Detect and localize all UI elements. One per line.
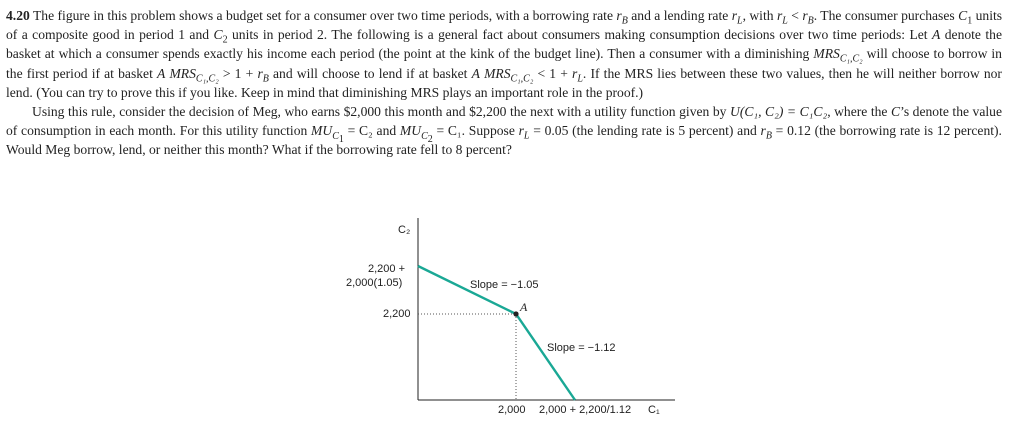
y-tick-label-2200: 2,200	[383, 308, 411, 320]
y-axis-label: C₂	[398, 224, 411, 236]
x-tick-label-2000: 2,000	[498, 404, 526, 416]
x-tick-label-intercept: 2,000 + 2,200/1.12	[539, 404, 632, 416]
point-a-label: A	[520, 300, 528, 314]
paragraph-2: Using this rule, consider the decision of Meg, who earns $2,000 this month and $2,200 the next with a utility function given by U(C₁, C₂) = C₁C₂, where the C’s denote the value of consumption in each month. For this utility function $MU_{C_1} = C_2$ and $MU_{C_2} = C_1$. Suppose $r_L = 0.05$ (the lending rate is 5 percent) and $r_B = 0.12$ (the borrowing rate is 12 percent). Would Meg borrow, lend, or neither this month? What if the borrowing rate fell to 8 percent?	[6, 104, 1002, 158]
problem-text	[6, 6, 1002, 160]
x-axis-label: C₁	[648, 404, 660, 416]
slope-label-upper: Slope = −1.05	[470, 279, 539, 291]
y-tick-label-top-1: 2,200 +	[368, 263, 406, 275]
slope-label-lower: Slope = −1.12	[547, 342, 616, 354]
paragraph-1: 4.20 The figure in this problem shows a budget set for a consumer over two time periods, with a borrowing rate $r_B$ and a lending rate $r_L$, with $r_L < r_B$. The consumer purchases $C_1$ units of a composite good in period 1 and $C_2$ units in period 2. The following is a general fact about consumers making consumption decisions over two time periods: Let A denote the basket at which a consumer spends exactly his income each period (the point at the kink of the budget line). Then a consumer with a diminishing $MRS_{C_1,C_2}$ will choose to borrow in the first period if at basket A $MRS_{C_1,C_2} > 1 + r_B$ and will choose to lend if at basket A $MRS_{C_1,C_2} < 1 + r_L$. If the MRS lies between these two values, then he will neither borrow nor lend. (You can try to prove this if you like. Keep in mind that diminishing MRS plays an important role in the proof.)	[6, 8, 1003, 100]
kink-point-a	[513, 311, 518, 316]
problem-number: 4.20	[6, 8, 30, 23]
y-tick-label-top-2: 2,000(1.05)	[346, 277, 403, 289]
budget-set-figure	[330, 218, 690, 436]
